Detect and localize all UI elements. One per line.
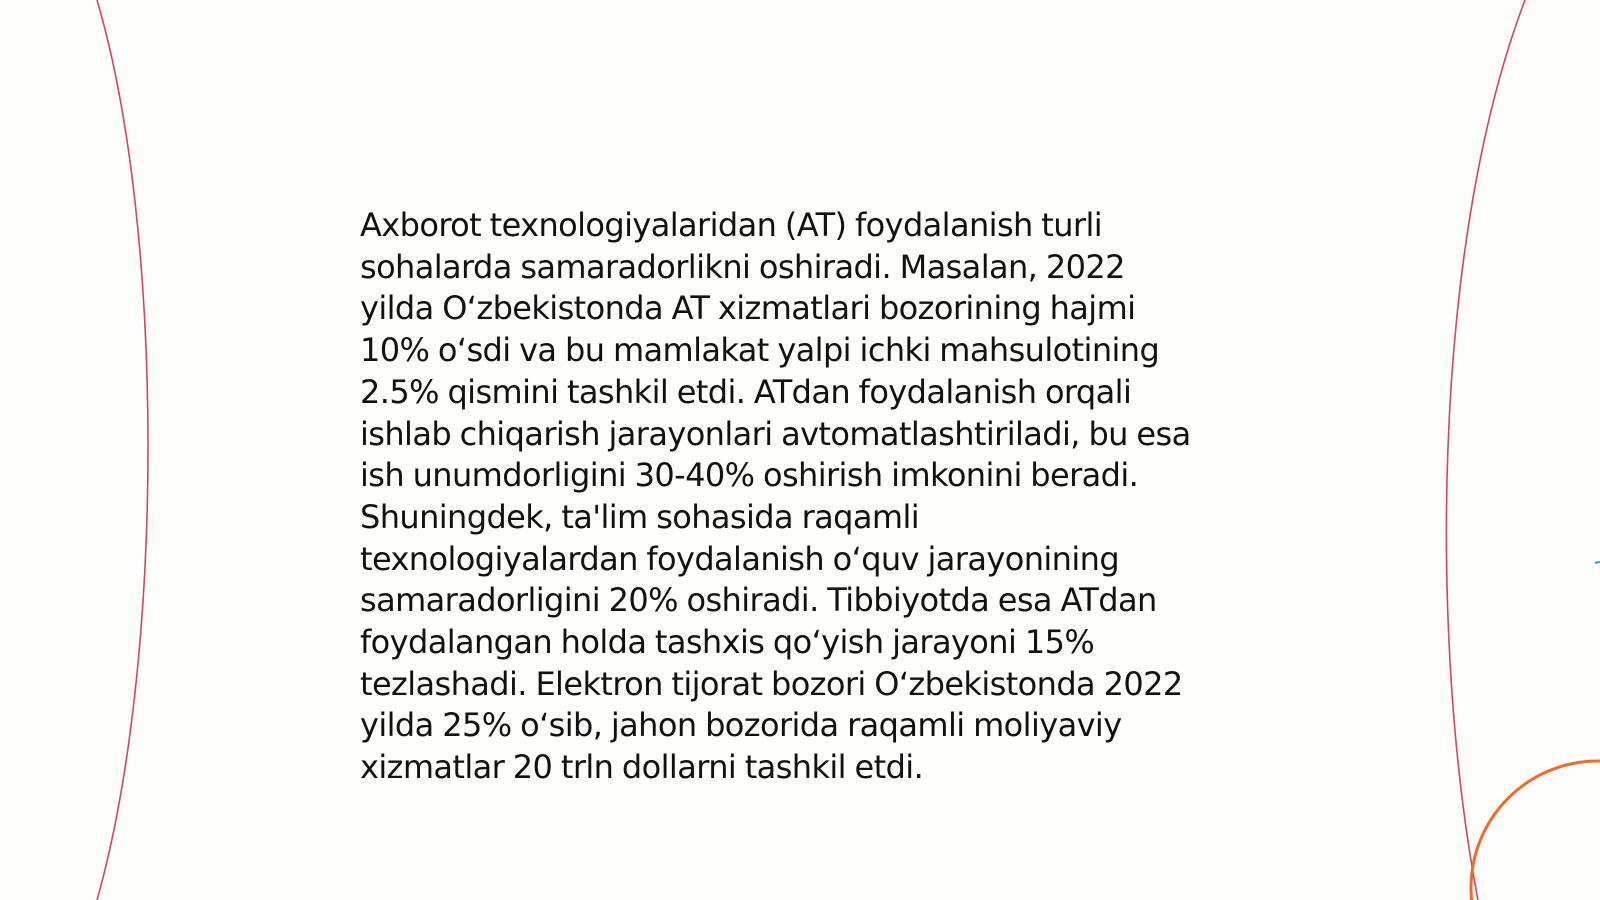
paragraph-line: samaradorligini 20% oshiradi. Tibbiyotda esa ATdan	[360, 581, 1157, 620]
paragraph-line: foydalangan holda tashxis qo‘yish jarayoni 15%	[360, 623, 1095, 662]
paragraph-line: Axborot texnologiyalaridan (AT) foydalanish turli	[360, 206, 1103, 244]
left-decorative-curve	[97, 0, 148, 900]
paragraph-line: ish unumdorligini 30-40% oshirish imkonini beradi.	[360, 456, 1139, 495]
paragraph-line: texnologiyalardan foydalanish o‘quv jarayonining	[360, 539, 1120, 578]
paragraph-line: Shuningdek, ta'lim sohasida raqamli	[360, 497, 920, 536]
right-decorative-curve	[1446, 0, 1525, 900]
paragraph-line: ishlab chiqarish jarayonlari avtomatlashtiriladi, bu esa	[360, 414, 1191, 453]
paragraph-line: yilda O‘zbekistonda AT xizmatlari bozorining hajmi	[360, 289, 1136, 328]
paragraph-line: xizmatlar 20 trln dollarni tashkil etdi.	[360, 748, 924, 787]
paragraph-line: tezlashadi. Elektron tijorat bozori O‘zbekistonda 2022	[360, 664, 1183, 703]
paragraph-line: sohalarda samaradorlikni oshiradi. Masalan, 2022	[360, 247, 1125, 286]
orange-circle-decoration	[1471, 761, 1600, 900]
paragraph-line: yilda 25% o‘sib, jahon bozorida raqamli moliyaviy	[360, 706, 1122, 745]
body-paragraph	[360, 205, 1260, 789]
teal-accent-mark	[1595, 562, 1600, 563]
paragraph-line: 2.5% qismini tashkil etdi. ATdan foydalanish orqali	[360, 372, 1132, 411]
paragraph-line: 10% o‘sdi va bu mamlakat yalpi ichki mahsulotining	[360, 331, 1160, 370]
